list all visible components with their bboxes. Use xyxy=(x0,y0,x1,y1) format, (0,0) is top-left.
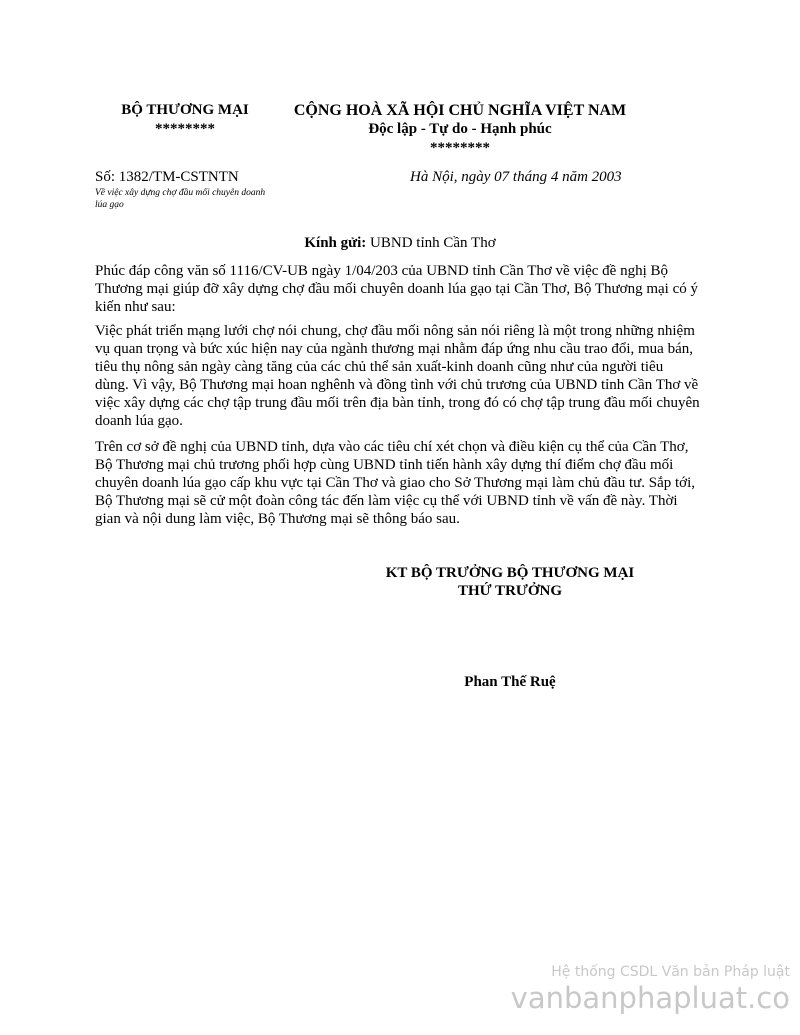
watermark-caption: Hệ thống CSDL Văn bản Pháp luật xyxy=(551,964,790,980)
body-paragraph-1: Phúc đáp công văn số 1116/CV-UB ngày 1/04/203 của UBND tỉnh Cần Thơ về việc đề nghị Bộ Thương mại giúp đỡ xây dựng chợ đầu mối chuyên doanh lúa gạo tại Cần Thơ, Bộ Thương mại có ý kiến như sau: xyxy=(95,263,698,315)
issuing-agency: BỘ THƯƠNG MẠI xyxy=(121,102,249,118)
recipient-label: Kính gửi: xyxy=(304,235,367,251)
motto-separator-stars: ******** xyxy=(430,140,490,156)
recipient-name: UBND tỉnh Cần Thơ xyxy=(366,235,496,251)
signer-title-block xyxy=(340,564,680,600)
place-and-date: Hà Nội, ngày 07 tháng 4 năm 2003 xyxy=(410,169,622,185)
signer-position: THỨ TRƯỞNG xyxy=(457,583,563,599)
recipient-line xyxy=(0,235,800,252)
body-paragraph-2: Việc phát triển mạng lưới chợ nói chung, chợ đầu mối nông sản nói riêng là một trong những nhiệm vụ quan trọng và bức xúc hiện nay của ngành thương mại nhằm đáp ứng nhu cầu trao đổi, mua bán, tiêu thụ nông sản ngày càng tăng của các chủ thể sản xuất-kinh doanh cũng như của người tiêu dùng. Vì vậy, Bộ Thương mại hoan nghênh và đồng tình với chủ trương của UBND tỉnh Cần Thơ về việc xây dựng các chợ tập trung đầu mối trên địa bàn tỉnh, trong đó có chợ tập trung đầu mối chuyên doanh lúa gạo. xyxy=(95,323,700,429)
document-number: Số: 1382/TM-CSTNTN xyxy=(95,169,239,185)
signer-name: Phan Thế Ruệ xyxy=(464,674,556,690)
agency-separator-stars: ******** xyxy=(155,121,215,137)
signer-title: KT BỘ TRƯỞNG BỘ THƯƠNG MẠI xyxy=(385,565,635,581)
national-title-block xyxy=(270,101,650,158)
national-motto: Độc lập - Tự do - Hạnh phúc xyxy=(368,121,552,137)
document-subject: Về việc xây dựng chợ đầu mối chuyên doanh lúa gạo xyxy=(95,188,266,210)
issuing-agency-block xyxy=(100,101,270,139)
website-watermark xyxy=(511,963,790,1015)
watermark-domain: vanbanphapluat.co xyxy=(510,981,790,1015)
body-paragraph-3: Trên cơ sở đề nghị của UBND tỉnh, dựa vào các tiêu chí xét chọn và điều kiện cụ thể của Cần Thơ, Bộ Thương mại chủ trương phối hợp cùng UBND tỉnh tiến hành xây dựng thí điểm chợ đầu mối chuyên doanh lúa gạo cấp khu vực tại Cần Thơ và giao cho Sở Thương mại làm chủ đầu tư. Sắp tới, Bộ Thương mại sẽ cử một đoàn công tác đến làm việc cụ thể với UBND tỉnh về vấn đề này. Thời gian và nội dung làm việc, Bộ Thương mại sẽ thông báo sau. xyxy=(95,439,696,527)
country-name: CỘNG HOÀ XÃ HỘI CHỦ NGHĨA VIỆT NAM xyxy=(293,102,627,119)
